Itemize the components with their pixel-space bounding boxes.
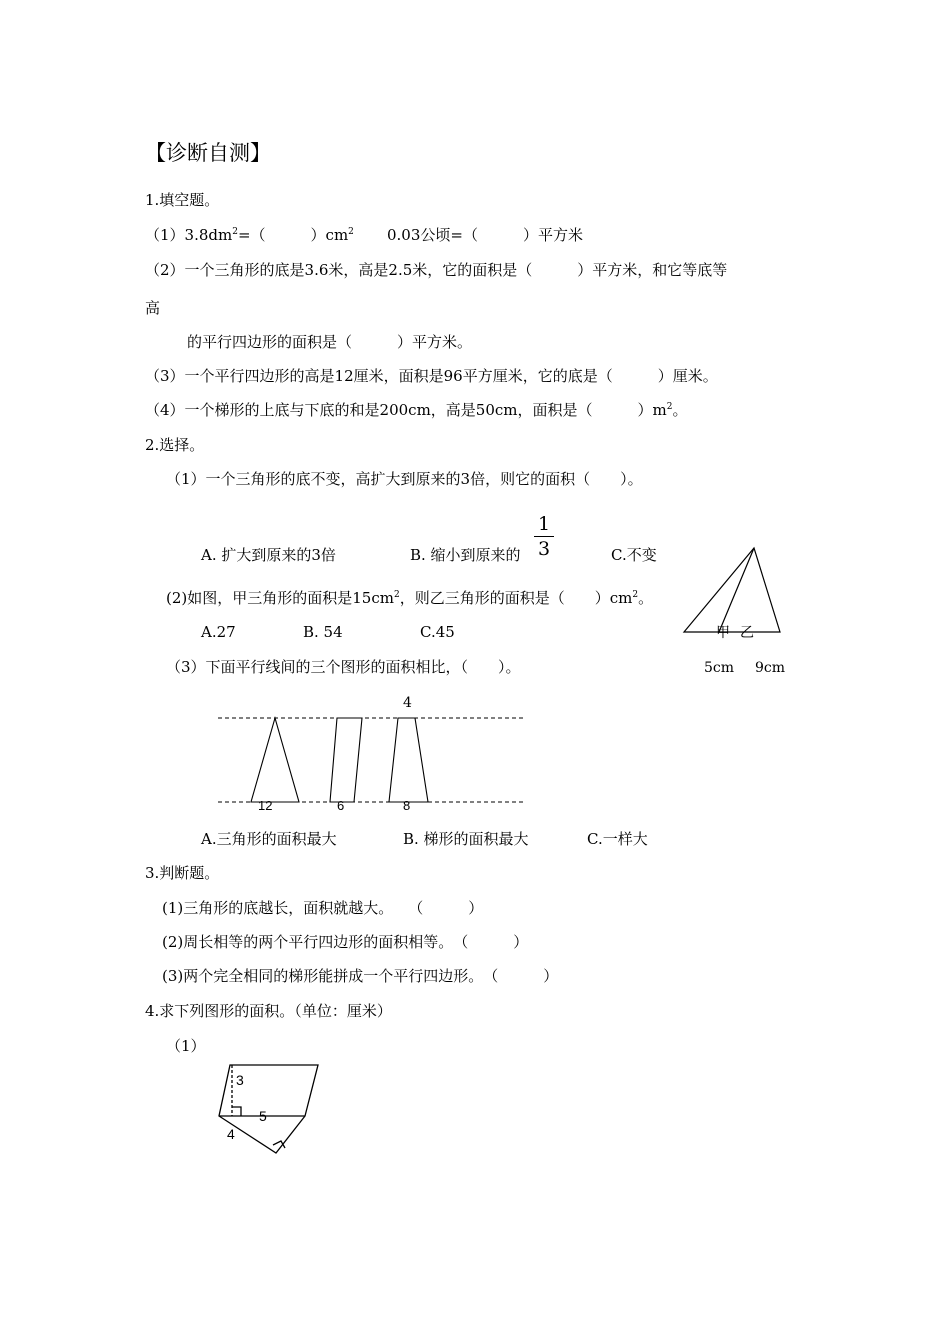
outer-triangle xyxy=(684,548,780,632)
q2-sub3: （3）下面平行线间的三个图形的面积相比，（ ）。 xyxy=(166,658,521,676)
q2-sub3-option-a: A.三角形的面积最大 xyxy=(201,830,337,848)
q1-part1-c: 0.03公顷=（ ）平方米 xyxy=(387,226,583,244)
label-top-4: 4 xyxy=(403,695,412,711)
q1-part4-sup: 2 xyxy=(666,402,673,412)
parallel-lines-figure xyxy=(218,718,524,802)
q3-item2: (2)周长相等的两个平行四边形的面积相等。 （ ） xyxy=(162,933,529,951)
right-angle-mark-2 xyxy=(273,1141,285,1148)
q2-sub2-option-c: C.45 xyxy=(420,623,455,641)
q2-sub2-c: 。 xyxy=(638,589,654,607)
q3-item3: (3)两个完全相同的梯形能拼成一个平行四边形。 （ ） xyxy=(162,967,559,985)
q2-sub2-sup1: 2 xyxy=(393,590,400,600)
triangle-shape xyxy=(251,718,299,802)
q2-sub2-option-a: A.27 xyxy=(201,623,236,641)
q2-sub1-option-c: C.不变 xyxy=(611,546,657,564)
q1-part4-a: （4）一个梯形的上底与下底的和是200cm，高是50cm，面积是（ ）m xyxy=(145,401,667,419)
label-side-4: 4 xyxy=(227,1126,235,1142)
label-jia: 甲 xyxy=(716,625,730,641)
q2-heading: 2.选择。 xyxy=(145,436,205,454)
q2-sub2-sup2: 2 xyxy=(632,590,639,600)
q2-sub1: （1）一个三角形的底不变，高扩大到原来的3倍，则它的面积（ ）。 xyxy=(166,470,643,488)
q2-sub1-option-a: A. 扩大到原来的3倍 xyxy=(201,546,336,564)
q2-sub1-option-b: B. 缩小到原来的 xyxy=(410,546,521,564)
label-base-8: 8 xyxy=(403,798,411,813)
q1-part1-a-sup: 2 xyxy=(232,227,238,237)
trapezoid-shape xyxy=(389,718,428,802)
label-base-6: 6 xyxy=(337,798,345,813)
q1-part2-line1: （2）一个三角形的底是3.6米，高是2.5米，它的面积是（ ）平方米，和它等底等 xyxy=(145,261,728,279)
q1-part1-b-sup: 2 xyxy=(348,227,354,237)
q4-sub1: （1） xyxy=(166,1037,206,1055)
fraction-numerator: 1 xyxy=(537,513,551,535)
triangle-divider-line xyxy=(719,548,754,632)
q2-sub2-option-b: B. 54 xyxy=(303,623,343,641)
q2-sub3-option-b: B. 梯形的面积最大 xyxy=(403,830,529,848)
fraction-denominator: 3 xyxy=(537,538,551,560)
q1-part1-b: =（ ）cm xyxy=(237,226,349,244)
label-base-5: 5 xyxy=(259,1108,267,1124)
q1-part4-b: 。 xyxy=(672,401,688,419)
label-9cm: 9cm xyxy=(755,660,786,676)
q1-part2-line3: 的平行四边形的面积是（ ）平方米。 xyxy=(187,333,473,351)
q3-heading: 3.判断题。 xyxy=(145,864,220,882)
q1-part2-line2: 高 xyxy=(145,299,161,317)
q3-item1: (1)三角形的底越长，面积就越大。 （ ） xyxy=(162,899,484,917)
q2-sub2-a: (2)如图，甲三角形的面积是15cm xyxy=(166,589,394,607)
q2-sub2-b: ，则乙三角形的面积是（ ）cm xyxy=(399,589,633,607)
q1-part1-a: （1）3.8dm xyxy=(145,226,233,244)
q1-heading: 1.填空题。 xyxy=(145,191,220,209)
q4-heading: 4.求下列图形的面积。（单位：厘米） xyxy=(145,1002,392,1020)
q1-part3: （3）一个平行四边形的高是12厘米，面积是96平方厘米，它的底是（ ）厘米。 xyxy=(145,367,718,385)
label-yi: 乙 xyxy=(740,625,754,641)
right-angle-mark-1 xyxy=(232,1107,241,1116)
q2-sub3-option-c: C.一样大 xyxy=(587,830,648,848)
parallelogram-shape xyxy=(330,718,362,802)
label-5cm: 5cm xyxy=(704,660,735,676)
triangle-figure xyxy=(684,548,780,632)
label-height-3: 3 xyxy=(236,1072,244,1088)
label-base-12: 12 xyxy=(258,798,273,813)
page-title: 【诊断自测】 xyxy=(145,141,271,165)
